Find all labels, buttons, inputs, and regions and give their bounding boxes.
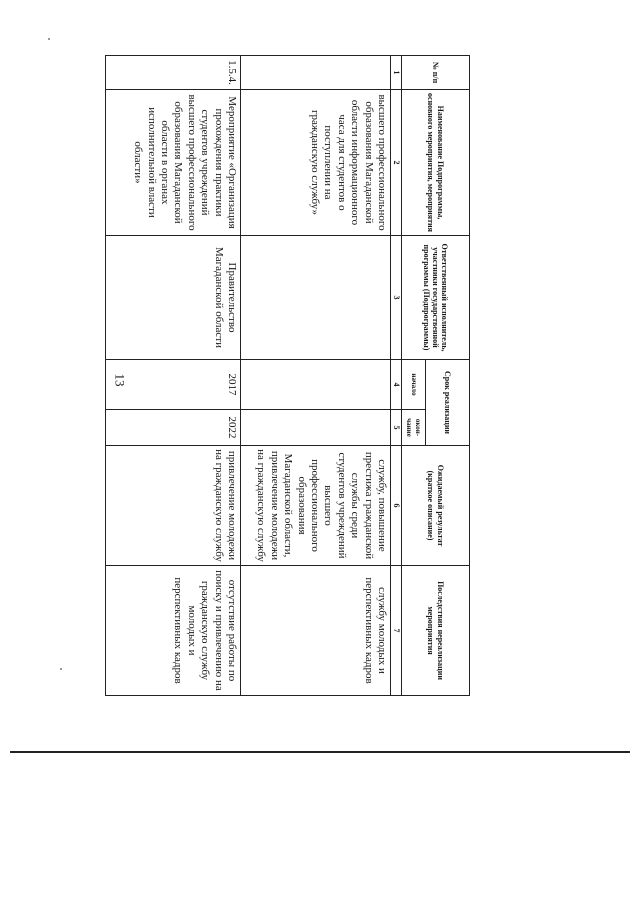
table-row [241,56,391,696]
column-number: 3 [391,236,402,360]
program-activities-table [105,55,470,696]
column-number: 5 [391,410,402,446]
row-result: привлечение молодежи на гражданскую службу [106,446,241,566]
table-header-row [426,56,470,696]
row-end [241,410,391,446]
header-period-end: окон-чание [402,410,426,446]
bottom-divider-line [10,751,630,753]
row-start [241,360,391,410]
row-num: 1.5.4. [106,56,241,90]
row-start: 2017 [106,360,241,410]
row-num [241,56,391,90]
column-number: 7 [391,566,402,696]
row-end: 2022 [106,410,241,446]
page-number: 13 [112,373,128,387]
header-name: Наименование Подпрограммы, основного мероприятия, мероприятия [402,90,470,236]
rotated-table-container [105,55,470,695]
header-executor: Ответственный исполнитель, участники государственной программы (Подпрограммы) [402,236,470,360]
column-number: 4 [391,360,402,410]
row-executor: Правительство Магаданской области [106,236,241,360]
header-num: № п/п [402,56,470,90]
column-number: 6 [391,446,402,566]
row-executor [241,236,391,360]
row-consequence: службу молодых и перспективных кадров [241,566,391,696]
header-period: Срок реализации [426,360,470,446]
column-number: 2 [391,90,402,236]
row-result: службу, повышение престижа гражданской службы среди студентов учреждений высшего профессионального образования Магаданской области, привлечение молодежи на гражданскую службу [241,446,391,566]
header-consequence: Последствия нереализации мероприятия [402,566,470,696]
column-numbers-row [391,56,402,696]
column-number: 1 [391,56,402,90]
scan-speck [48,38,50,40]
row-name: высшего профессионального образования Магаданской области информационного часа для студентов о поступлении на гражданскую службу» [241,90,391,236]
row-name: Мероприятие «Организация прохождения практики студентов учреждений высшего профессионального образования Магаданской области в органах исполнительной власти области» [106,90,241,236]
header-period-start: начало [402,360,426,410]
table-row [106,56,241,696]
scan-speck [60,668,62,670]
header-result: Ожидаемый результат (краткое описание) [402,446,470,566]
row-consequence: отсутствие работы по поиску и привлечению на гражданскую службу молодых и перспективных кадров [106,566,241,696]
